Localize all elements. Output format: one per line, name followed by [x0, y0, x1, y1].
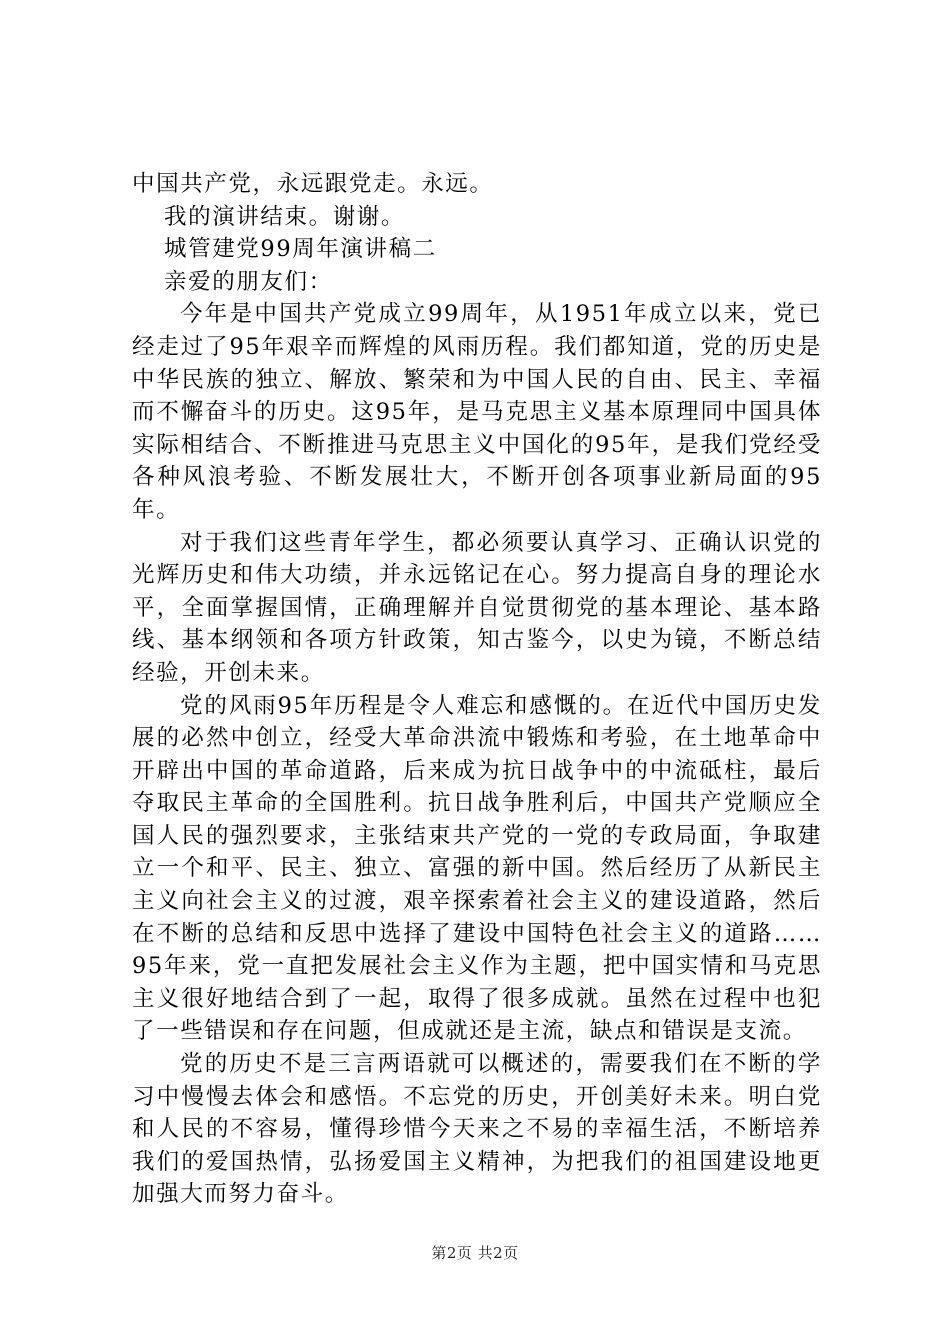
paragraph-speech-end: 我的演讲结束。谢谢。 — [164, 203, 406, 230]
page-number-footer: 第2页 共2页 — [431, 1244, 519, 1262]
salutation: 亲爱的朋友们： — [164, 268, 333, 295]
paragraph-closing-line: 中国共产党，永远跟党走。永远。 — [132, 171, 494, 197]
section-title: 城管建党99周年演讲稿二 — [164, 236, 437, 263]
paragraph-journey: 党的风雨95年历程是令人难忘和感慨的。在近代中国历史发展的必然中创立，经受大革命洪流中锻炼和考验，在土地革命中开辟出中国的革命道路，后来成为抗日战争中的中流砥柱，最后夺取民主革命的全国胜利。抗日战争胜利后，中国共产党顺应全国人民的强烈要求，主张结束共产党的一党的专政局面，争取建立一个和平、民主、独立、富强的新中国。然后经历了从新民主主义向社会主义的过渡，艰辛探索着社会主义的建设道路，然后在不断的总结和反思中选择了建设中国特色社会主义的道路……95年来，党一直把发展社会主义作为主题，把中国实情和马克思主义很好地结合到了一起，取得了很多成就。虽然在过程中也犯了一些错误和存在问题，但成就还是主流，缺点和错误是支流。 — [132, 692, 822, 1045]
document-body — [132, 168, 822, 1211]
paragraph-conclusion: 党的历史不是三言两语就可以概述的，需要我们在不断的学习中慢慢去体会和感悟。不忘党的历史，开创美好未来。明白党和人民的不容易，懂得珍惜今天来之不易的幸福生活，不断培养我们的爱国热情，弘扬爱国主义精神，为把我们的祖国建设地更加强大而努力奋斗。 — [132, 1051, 822, 1208]
paragraph-students: 对于我们这些青年学生，都必须要认真学习、正确认识党的光辉历史和伟大功绩，并永远铭记在心。努力提高自身的理论水平，全面掌握国情，正确理解并自觉贯彻党的基本理论、基本路线、基本纲领和各项方针政策，知古鉴今，以史为镜，不断总结经验，开创未来。 — [132, 529, 822, 686]
paragraph-history: 今年是中国共产党成立99周年，从1951年成立以来，党已经走过了95年艰辛而辉煌的风雨历程。我们都知道，党的历史是中华民族的独立、解放、繁荣和为中国人民的自由、民主、幸福而不懈奋斗的历史。这95年，是马克思主义基本原理同中国具体实际相结合、不断推进马克思主义中国化的95年，是我们党经受各种风浪考验、不断发展壮大，不断开创各项事业新局面的95年。 — [132, 301, 822, 523]
